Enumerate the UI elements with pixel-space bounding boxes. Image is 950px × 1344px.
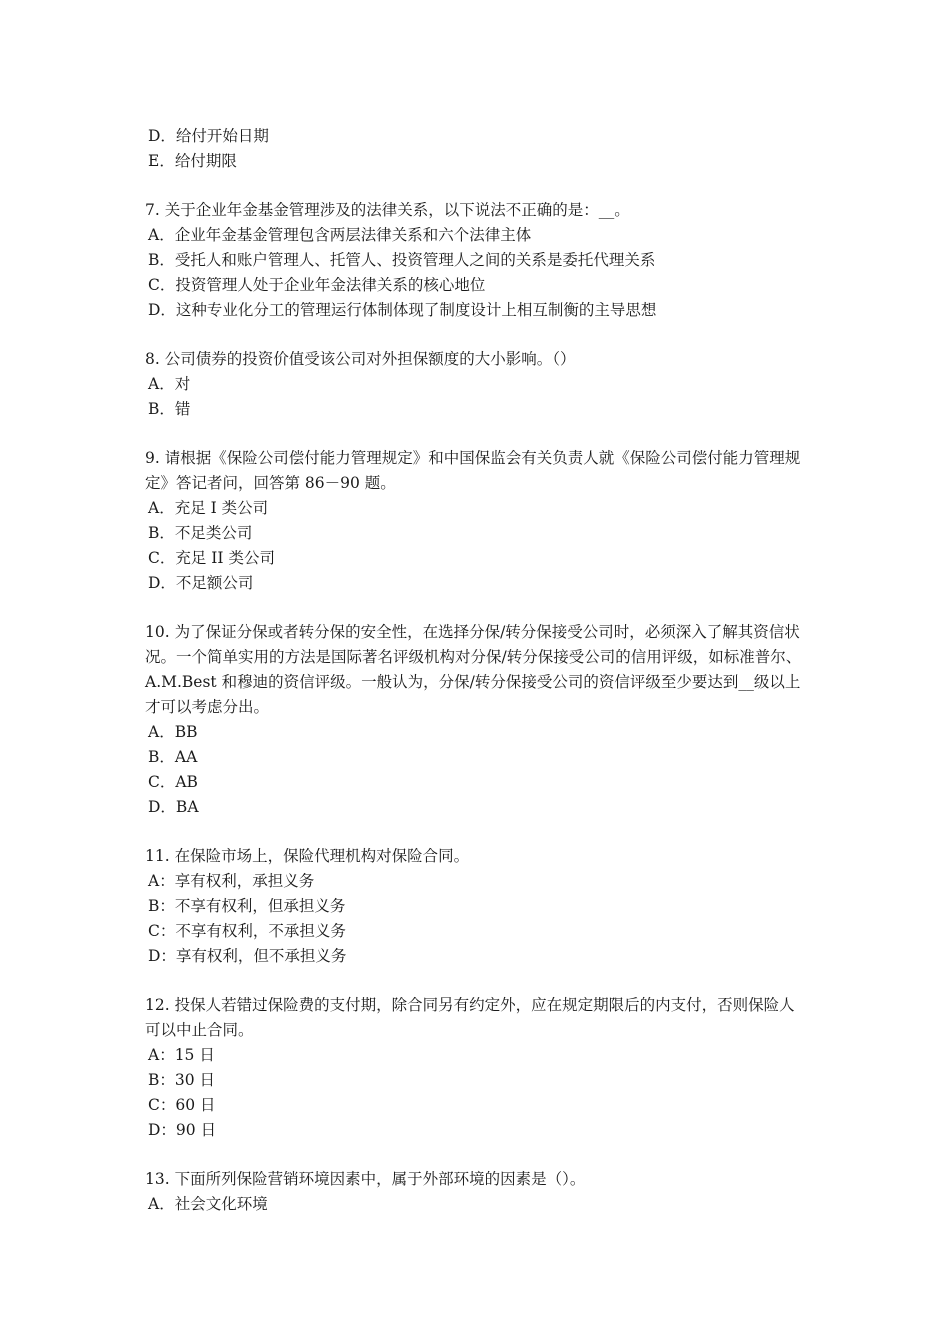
question-9 — [145, 446, 810, 596]
option-c: C．充足 II 类公司 — [148, 549, 275, 567]
question-stem: 8. 公司债券的投资价值受该公司对外担保额度的大小影响。（） — [145, 350, 576, 368]
option-a: A：15 日 — [148, 1046, 215, 1064]
question-stem: 7. 关于企业年金基金管理涉及的法律关系，以下说法不正确的是：__。 — [145, 201, 630, 219]
option-b: B．不足类公司 — [148, 524, 253, 542]
option-a: A：享有权利，承担义务 — [148, 872, 315, 890]
option-c: C．AB — [148, 773, 198, 791]
option-d: D．这种专业化分工的管理运行体制体现了制度设计上相互制衡的主导思想 — [148, 301, 657, 319]
question-7 — [145, 198, 810, 323]
option-b: B．受托人和账户管理人、托管人、投资管理人之间的关系是委托代理关系 — [148, 251, 656, 269]
option-b: B．错 — [148, 400, 191, 418]
option-a: A．充足 I 类公司 — [148, 499, 269, 517]
option-a: A．社会文化环境 — [148, 1195, 268, 1213]
option-d: D．BA — [148, 798, 199, 816]
question-11 — [145, 844, 810, 969]
option-c: C：不享有权利，不承担义务 — [148, 922, 346, 940]
option-a: A．企业年金基金管理包含两层法律关系和六个法律主体 — [148, 226, 532, 244]
option-d: D．不足额公司 — [148, 574, 254, 592]
option-a: A．对 — [148, 375, 191, 393]
option-d: D：90 日 — [148, 1121, 217, 1139]
option-c: C．投资管理人处于企业年金法律关系的核心地位 — [148, 276, 486, 294]
option-prev-d: D．给付开始日期 — [148, 127, 269, 145]
option-b: B：不享有权利，但承担义务 — [148, 897, 346, 915]
option-d: D：享有权利，但不承担义务 — [148, 947, 347, 965]
document-page — [145, 124, 810, 1217]
question-12 — [145, 993, 810, 1143]
option-prev-e: E．给付期限 — [148, 152, 237, 170]
question-10 — [145, 620, 810, 820]
question-stem: 9. 请根据《保险公司偿付能力管理规定》和中国保监会有关负责人就《保险公司偿付能力管理规定》答记者问，回答第 86－90 题。 — [145, 449, 801, 492]
question-stem: 13. 下面所列保险营销环境因素中，属于外部环境的因素是（）。 — [145, 1170, 586, 1188]
question-13 — [145, 1167, 810, 1217]
question-stem: 12. 投保人若错过保险费的支付期，除合同另有约定外，应在规定期限后的内支付，否则保险人可以中止合同。 — [145, 996, 795, 1039]
question-8 — [145, 347, 810, 422]
option-b: B．AA — [148, 748, 198, 766]
option-b: B：30 日 — [148, 1071, 216, 1089]
option-a: A．BB — [148, 723, 198, 741]
option-c: C：60 日 — [148, 1096, 216, 1114]
question-stem: 10. 为了保证分保或者转分保的安全性，在选择分保/转分保接受公司时，必须深入了解其资信状况。一个简单实用的方法是国际著名评级机构对分保/转分保接受公司的信用评级，如标准普尔、A.M.Best 和穆迪的资信评级。一般认为，分保/转分保接受公司的资信评级至少要达到__级以上才可以考虑分出。 — [145, 623, 802, 716]
question-stem: 11. 在保险市场上，保险代理机构对保险合同。 — [145, 847, 470, 865]
